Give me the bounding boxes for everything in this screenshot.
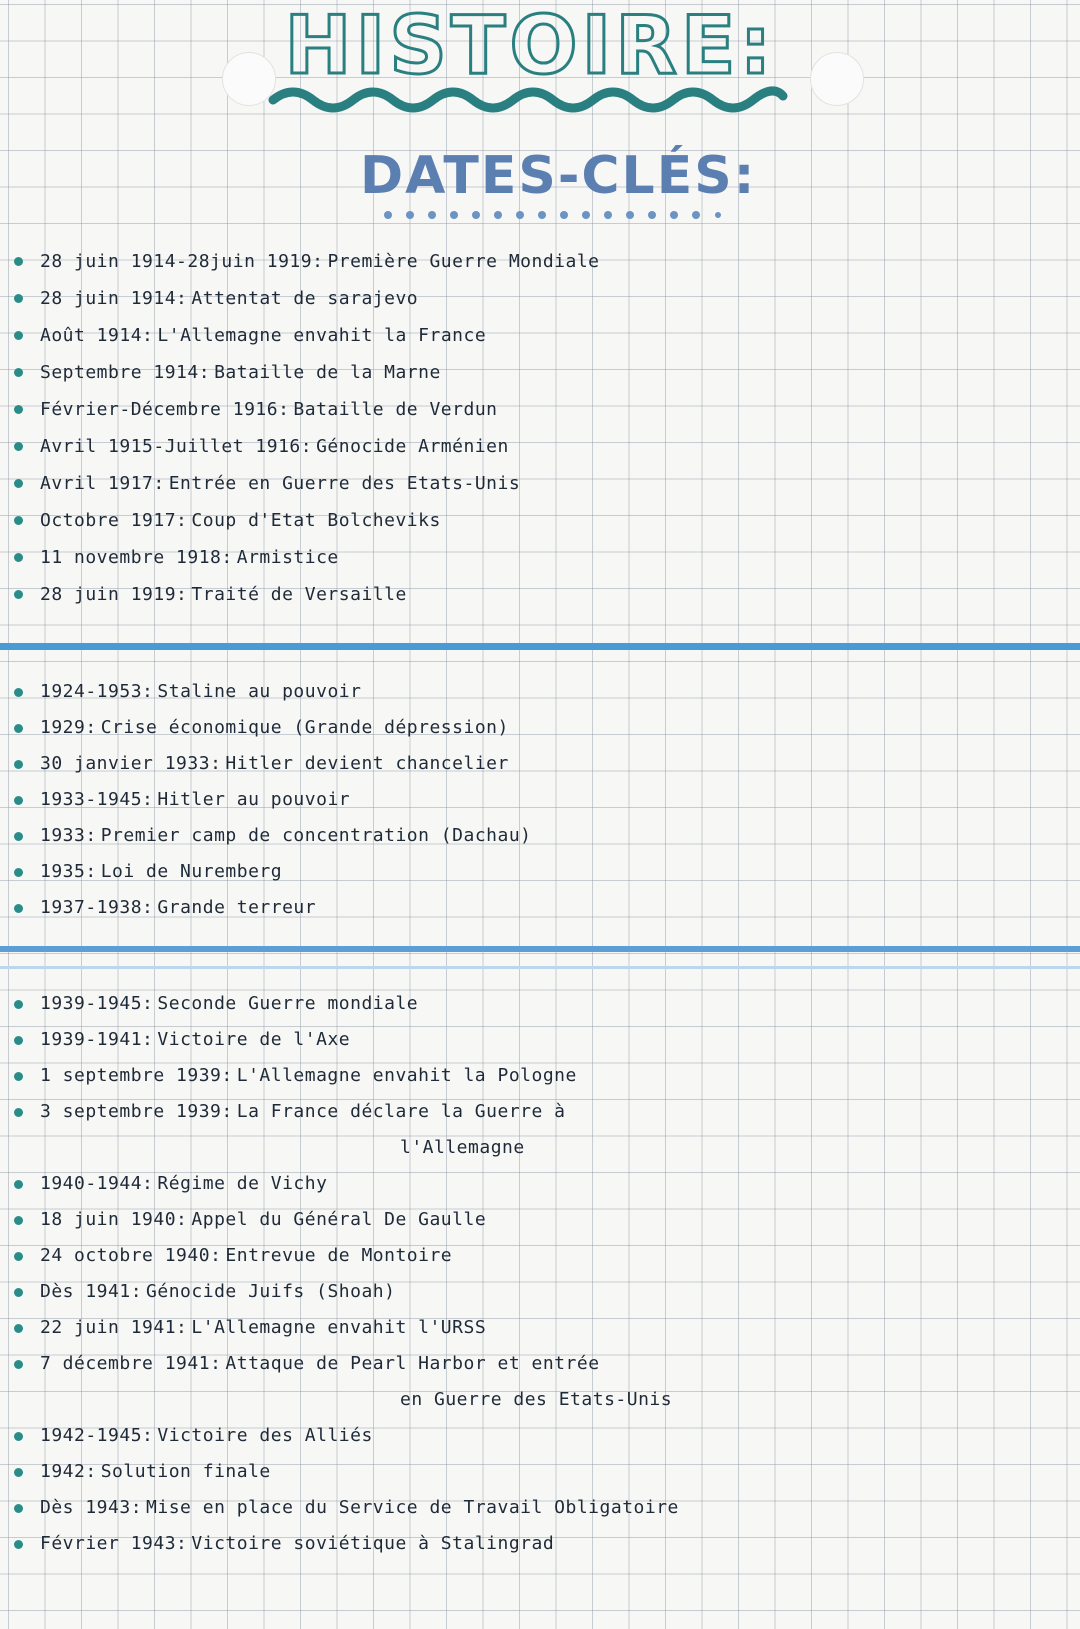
event-description: Crise économique (Grande dépression) (100, 717, 509, 738)
bullet-point (14, 1180, 23, 1189)
punch-hole-right (810, 52, 864, 106)
event-date: 18 juin 1940 : (40, 1209, 187, 1230)
event-description: Coup d'Etat Bolcheviks (191, 510, 441, 531)
timeline-event (8, 317, 1073, 354)
event-description: Régime de Vichy (157, 1173, 328, 1194)
timeline-event (8, 1166, 1073, 1202)
bullet-point (14, 796, 23, 805)
event-date: 1933 : (40, 825, 97, 846)
event-description: Premier camp de concentration (Dachau) (100, 825, 532, 846)
event-description: Génocide Juifs (Shoah) (146, 1281, 396, 1302)
event-description: Victoire de l'Axe (157, 1029, 351, 1050)
event-date: 28 juin 1914 : (40, 288, 187, 309)
bullet-point (14, 1036, 23, 1045)
bullet-point (14, 1288, 23, 1297)
event-date: Octobre 1917 : (40, 510, 187, 531)
event-description: Hitler au pouvoir (157, 789, 351, 810)
bullet-point (14, 1360, 23, 1369)
event-date: 30 janvier 1933 : (40, 753, 221, 774)
event-date: 7 décembre 1941 : (40, 1353, 221, 1374)
bullet-point (14, 553, 23, 562)
timeline-event (8, 1094, 1073, 1166)
event-date: 1933-1945 : (40, 789, 153, 810)
bullet-point (14, 904, 23, 913)
event-date: Août 1914 : (40, 325, 153, 346)
section-ww1 (8, 243, 1073, 613)
timeline-event (8, 1238, 1073, 1274)
event-date: 28 juin 1914-28juin 1919 : (40, 251, 323, 272)
event-description: Attaque de Pearl Harbor et entrée (225, 1353, 600, 1374)
bullet-point (14, 479, 23, 488)
timeline-event (8, 1022, 1073, 1058)
event-description: Bataille de Verdun (293, 399, 498, 420)
event-date: Dès 1943 : (40, 1497, 142, 1518)
bullet-point (14, 688, 23, 697)
section-divider-thin (0, 966, 1080, 969)
event-date: Dès 1941 : (40, 1281, 142, 1302)
section-divider (0, 946, 1080, 952)
bullet-point (14, 331, 23, 340)
bullet-point (14, 760, 23, 769)
timeline-event (8, 1490, 1073, 1526)
event-description: L'Allemagne envahit l'URSS (191, 1317, 487, 1338)
bullet-point (14, 368, 23, 377)
bullet-point (14, 1072, 23, 1081)
section-divider (0, 643, 1080, 650)
event-description: Entrevue de Montoire (225, 1245, 453, 1266)
event-description: Hitler devient chancelier (225, 753, 509, 774)
event-description: Victoire soviétique à Stalingrad (191, 1533, 555, 1554)
bullet-point (14, 1216, 23, 1225)
bullet-point (14, 832, 23, 841)
event-date: 3 septembre 1939 : (40, 1101, 233, 1122)
event-date: 1935 : (40, 861, 97, 882)
timeline-event (8, 986, 1073, 1022)
event-date: 1942 : (40, 1461, 97, 1482)
bullet-point (14, 724, 23, 733)
timeline-event (8, 1454, 1073, 1490)
event-date: 1929 : (40, 717, 97, 738)
timeline-event (8, 674, 1073, 710)
event-description: Loi de Nuremberg (100, 861, 283, 882)
bullet-point (14, 1540, 23, 1549)
event-date: 22 juin 1941 : (40, 1317, 187, 1338)
event-date: Avril 1915-Juillet 1916 : (40, 436, 312, 457)
timeline-event (8, 428, 1073, 465)
event-date: Février-Décembre 1916 : (40, 399, 289, 420)
timeline-event (8, 782, 1073, 818)
bullet-point (14, 1108, 23, 1117)
event-description: Armistice (236, 547, 339, 568)
event-description: Attentat de sarajevo (191, 288, 419, 309)
subtitle-dotted-underline (380, 208, 730, 222)
timeline-event (8, 1202, 1073, 1238)
event-date: 28 juin 1919 : (40, 584, 187, 605)
timeline-event (8, 818, 1073, 854)
event-date: Septembre 1914 : (40, 362, 210, 383)
event-date: 1924-1953 : (40, 681, 153, 702)
event-description: Mise en place du Service de Travail Obligatoire (146, 1497, 679, 1518)
event-date: Février 1943 : (40, 1533, 187, 1554)
bullet-point (14, 516, 23, 525)
event-description: Traité de Versaille (191, 584, 407, 605)
timeline-event (8, 1526, 1073, 1562)
timeline-event (8, 354, 1073, 391)
event-description: L'Allemagne envahit la Pologne (236, 1065, 577, 1086)
timeline-event (8, 539, 1073, 576)
bullet-point (14, 1000, 23, 1009)
timeline-event (8, 1346, 1073, 1418)
timeline-event (8, 890, 1073, 926)
timeline-event (8, 243, 1073, 280)
timeline-event (8, 280, 1073, 317)
event-date: 1939-1945 : (40, 993, 153, 1014)
event-description-continuation: l'Allemagne (400, 1137, 525, 1158)
event-description: Appel du Général De Gaulle (191, 1209, 487, 1230)
timeline-event (8, 854, 1073, 890)
title-wave-underline (268, 82, 788, 118)
event-date: 1937-1938 : (40, 897, 153, 918)
timeline-event (8, 1274, 1073, 1310)
event-date: 24 octobre 1940 : (40, 1245, 221, 1266)
timeline-event (8, 465, 1073, 502)
timeline-event (8, 1058, 1073, 1094)
event-description: Première Guerre Mondiale (327, 251, 600, 272)
bullet-point (14, 1432, 23, 1441)
event-description: Entrée en Guerre des Etats-Unis (168, 473, 521, 494)
event-description: L'Allemagne envahit la France (157, 325, 487, 346)
bullet-point (14, 442, 23, 451)
bullet-point (14, 294, 23, 303)
bullet-point (14, 405, 23, 414)
timeline-event (8, 1310, 1073, 1346)
event-description: Bataille de la Marne (214, 362, 441, 383)
event-date: 1942-1945 : (40, 1425, 153, 1446)
timeline-event (8, 710, 1073, 746)
event-date: 11 novembre 1918 : (40, 547, 233, 568)
event-description: Victoire des Alliés (157, 1425, 373, 1446)
page-title: HISTOIRE: (284, 0, 776, 92)
event-date: 1940-1944 : (40, 1173, 153, 1194)
event-description: La France déclare la Guerre à (236, 1101, 566, 1122)
timeline-event (8, 391, 1073, 428)
event-description: Génocide Arménien (316, 436, 509, 457)
event-description-continuation: en Guerre des Etats-Unis (400, 1389, 673, 1410)
section-interwar (8, 674, 1073, 926)
event-date: Avril 1917 : (40, 473, 165, 494)
subtitle: DATES-CLÉS: (360, 146, 757, 206)
bullet-point (14, 1468, 23, 1477)
timeline-event (8, 1418, 1073, 1454)
timeline-event (8, 502, 1073, 539)
bullet-point (14, 1252, 23, 1261)
timeline-event (8, 576, 1073, 613)
bullet-point (14, 590, 23, 599)
timeline-event (8, 746, 1073, 782)
bullet-point (14, 1504, 23, 1513)
bullet-point (14, 1324, 23, 1333)
bullet-point (14, 868, 23, 877)
event-date: 1939-1941 : (40, 1029, 153, 1050)
bullet-point (14, 257, 23, 266)
section-ww2 (8, 986, 1073, 1562)
event-description: Solution finale (100, 1461, 271, 1482)
event-description: Grande terreur (157, 897, 317, 918)
event-date: 1 septembre 1939 : (40, 1065, 233, 1086)
event-description: Staline au pouvoir (157, 681, 362, 702)
event-description: Seconde Guerre mondiale (157, 993, 419, 1014)
